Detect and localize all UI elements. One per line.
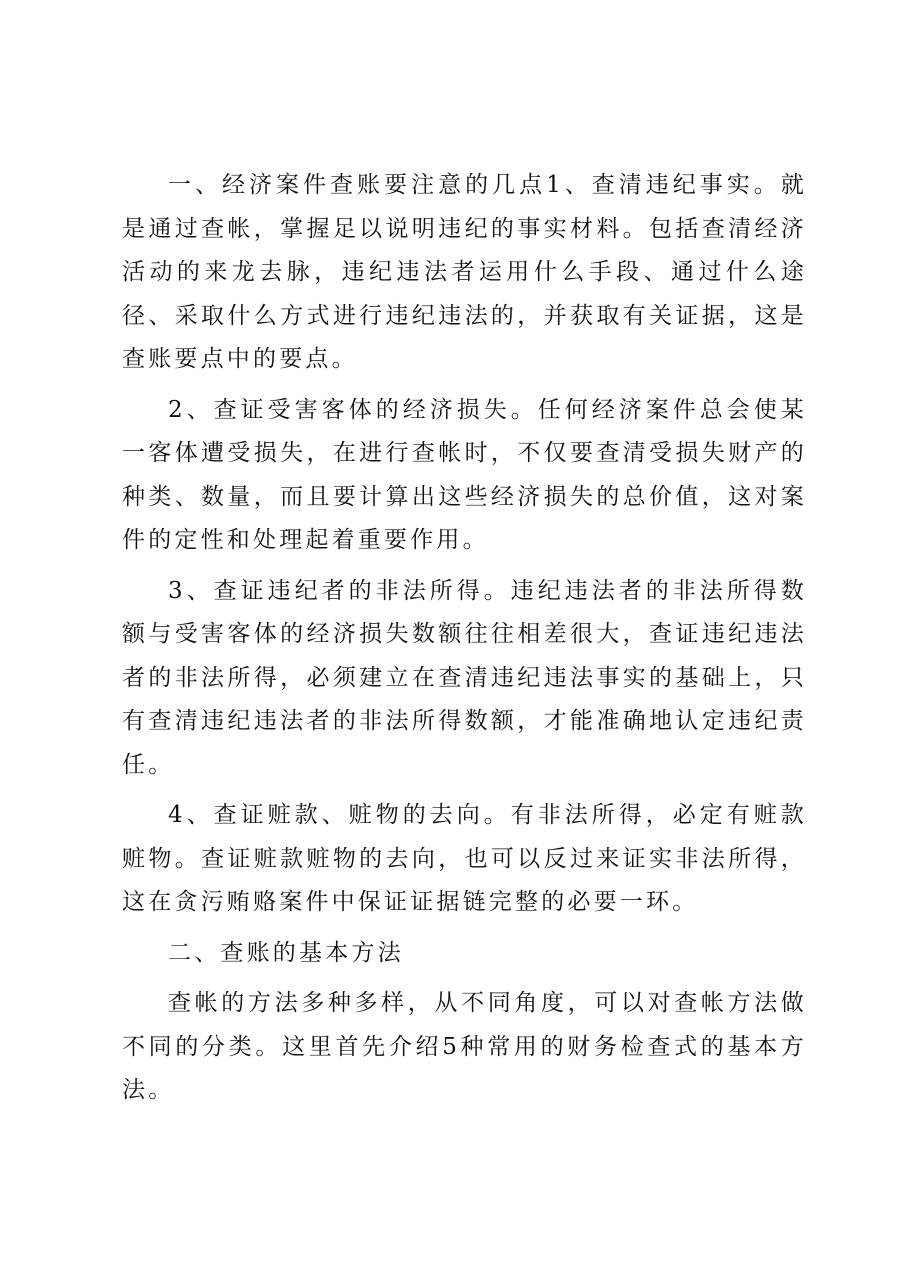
document-body xyxy=(122,164,807,1120)
paragraph-6: 查帐的方法多种多样，从不同角度，可以对查帐方法做不同的分类。这里首先介绍5种常用的财务检查式的基本方法。 xyxy=(122,990,807,1103)
paragraph-2: 2、查证受害客体的经济损失。任何经济案件总会使某一客体遭受损失，在进行查帐时，不仅要查清受损失财产的种类、数量，而且要计算出这些经济损失的总价值，这对案件的定性和处理起着重要作用。 xyxy=(122,396,807,553)
section-heading-basic-methods: 二、查账的基本方法 xyxy=(168,939,404,966)
paragraph-3: 3、查证违纪者的非法所得。违纪违法者的非法所得数额与受害客体的经济损失数额往往相差很大，查证违纪违法者的非法所得，必须建立在查清违纪违法事实的基础上，只有查清违纪违法者的非法所得数额，才能准确地认定违纪责任。 xyxy=(122,577,807,778)
paragraph-4: 4、查证赃款、赃物的去向。有非法所得，必定有赃款赃物。查证赃款赃物的去向，也可以反过来证实非法所得，这在贪污贿赂案件中保证证据链完整的必要一环。 xyxy=(122,802,807,915)
paragraph-1: 一、经济案件查账要注意的几点1、查清违纪事实。就是通过查帐，掌握足以说明违纪的事实材料。包括查清经济活动的来龙去脉，违纪违法者运用什么手段、通过什么途径、采取什么方式进行违纪违法的，并获取有关证据，这是查账要点中的要点。 xyxy=(122,172,807,372)
